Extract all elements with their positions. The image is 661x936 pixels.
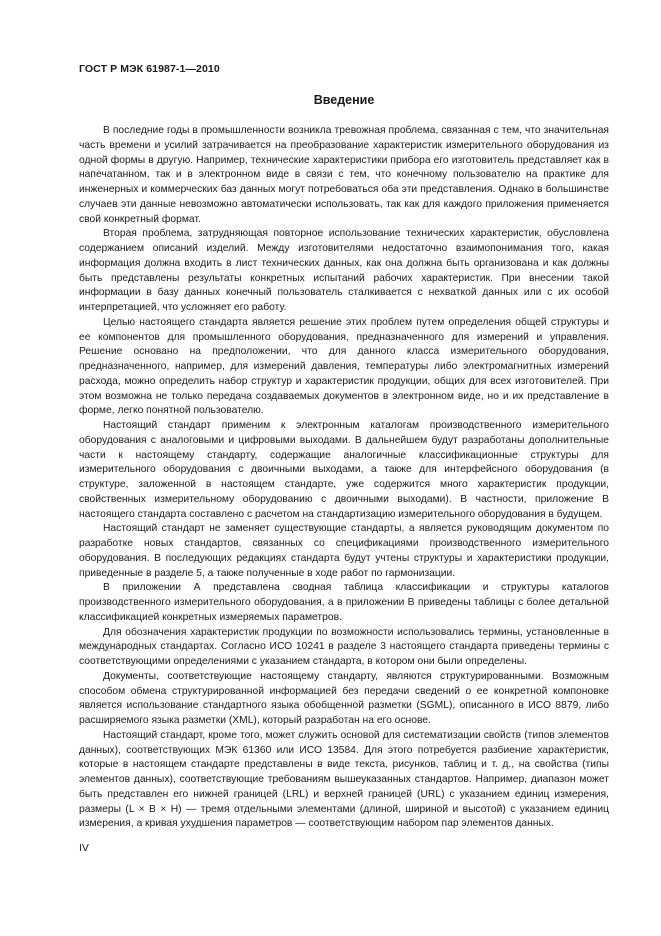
paragraph: Настоящий стандарт применим к электронным каталогам производственного измерительного оборудования с аналоговыми и цифровыми выходами. В дальнейшем будут разработаны дополнительные части к настоящему стандарту, содержащие аналогичные классификационные структуры для измерительного оборудования с двоичными выходами, а также для интерфейсного оборудования (в структуре, заложенной в настоящем стандарте, уже содержится много характеристик продукции, свойственных измерительному оборудованию с двоичными выходами). В частности, приложение В настоящего стандарта составлено с расчетом на стандартизацию измерительного оборудования в будущем. <box>79 420 609 520</box>
paragraph: Настоящий стандарт не заменяет существующие стандарты, а является руководящим документом по разработке новых стандартов, связанных со спецификациями производственного измерительного оборудования. В последующих редакциях стандарта будут учтены структуры и характеристики продукции, приведенные в разделе 5, а также полученные в ходе работ по гармонизации. <box>79 523 609 579</box>
paragraph: Вторая проблема, затрудняющая повторное использование технических характеристик, обусловлена содержанием описаний изделий. Между изготовителями недостаточно взаимопонимания того, какая информация должна входить в лист технических данных, как она должна быть организована и как должны быть представлены результаты конкретных испытаний рабочих характеристик. При внесении такой информации в базу данных конечный пользователь сталкивается с нехваткой данных или с их особой интерпретацией, что усложняет его работу. <box>79 228 609 313</box>
section-title: Введение <box>313 93 375 107</box>
body-text <box>79 124 609 832</box>
paragraph: В приложении А представлена сводная таблица классификации и структуры каталогов производственного измерительного оборудования, а в приложении В приведены таблицы с более детальной классификацией конкретных измеряемых параметров. <box>79 582 609 623</box>
standard-code: ГОСТ Р МЭК 61987-1—2010 <box>79 63 220 75</box>
page-number: IV <box>79 842 89 854</box>
paragraph: В последние годы в промышленности возникла тревожная проблема, связанная с тем, что значительная часть времени и усилий затрачивается на преобразование характеристик измерительного оборудования из одной формы в другую. Например, технические характеристики прибора его изготовитель представляет как в напечатанном, так и в электронном виде в связи с тем, что конечному пользователю на практике для инженерных и коммерческих баз данных могут потребоваться оба эти представления. Однако в большинстве случаев эти данные невозможно автоматически использовать, так как для каждого приложения применяется свой конкретный формат. <box>79 125 609 225</box>
paragraph: Целью настоящего стандарта является решение этих проблем путем определения общей структуры и ее компонентов для промышленного оборудования, предназначенного для измерений и управления. Решение основано на предположении, что для данного класса измерительного оборудования, предназначенного, например, для измерений давления, температуры либо электромагнитных измерений расхода, можно определить набор структур и характеристик продукции, общих для всех изготовителей. При этом возможна не только передача создаваемых документов в электронном виде, но и их представление в форме, легко понятной пользователю. <box>79 316 609 417</box>
paragraph: Документы, соответствующие настоящему стандарту, являются структурированными. Возможным способом обмена структурированной информацией без передачи сведений о ее конкретной компоновке является использование стандартного языка обобщенной разметки (SGML), описанного в ИСО 8879, либо расширяемого языка разметки (XML), который разработан на его основе. <box>79 670 609 726</box>
paragraph: Для обозначения характеристик продукции по возможности использовались термины, установленные в международных стандартах. Согласно ИСО 10241 в разделе 3 настоящего стандарта приведены термины с соответствующими определениями с указанием стандарта, в котором они были определены. <box>79 626 609 667</box>
paragraph: Настоящий стандарт, кроме того, может служить основой для систематизации свойств (типов элементов данных), соответствующих МЭК 61360 или ИСО 13584. Для этого потребуется разбиение характеристик, которые в настоящем стандарте представлены в виде текста, рисунков, таблиц и т. д., на свойства (типы элементов данных), соответствующие требованиям вышеуказанных стандартов. Например, диапазон может быть представлен его нижней границей (LRL) и верхней границей (URL) с указанием единиц измерения, размеры (L × B × H) — тремя отдельными элементами (длиной, шириной и высотой) с указанием единиц измерения, а кривая ухудшения параметров — соответствующим набором пар элементов данных. <box>79 729 609 830</box>
